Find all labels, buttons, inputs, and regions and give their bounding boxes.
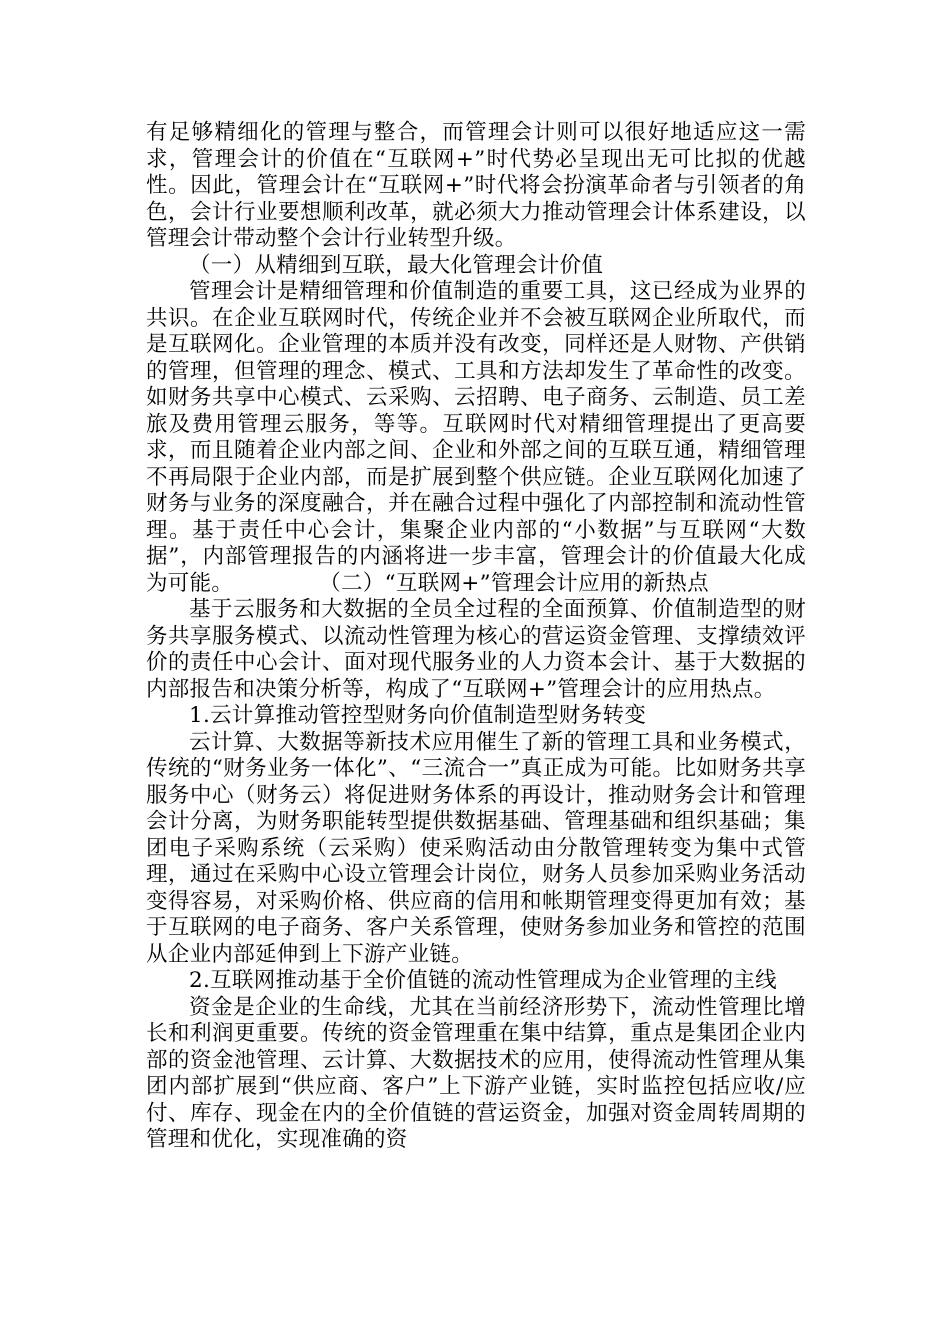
section-heading-1: （一）从精细到互联，最大化管理会计价值 bbox=[189, 252, 604, 278]
paragraph-section-1 bbox=[146, 279, 806, 597]
section-heading-2: （二）“互联网+”管理会计应用的新热点 bbox=[319, 570, 709, 596]
paragraph-subsection-1: 云计算、大数据等新技术应用催生了新的管理工具和业务模式，传统的“财务业务一体化”、“三流合一”真正成为可能。比如财务共享服务中心（财务云）将促进财务体系的再设计，推动财务会计和管理会计分离，为财务职能转型提供数据基础、管理基础和组织基础；集团电子采购系统（云采购）使采购活动由分散管理转变为集中式管理，通过在采购中心设立管理会计岗位，财务人员参加采购业务活动变得容易，对采购价格、供应商的信用和帐期管理变得更加有效；基于互联网的电子商务、客户关系管理，使财务参加业务和管控的范围从企业内部延伸到上下游产业链。 bbox=[146, 729, 806, 967]
document-body bbox=[146, 120, 806, 1154]
paragraph-intro: 有足够精细化的管理与整合，而管理会计则可以很好地适应这一需求，管理会计的价值在“互联网+”时代势必呈现出无可比拟的优越性。因此，管理会计在“互联网+”时代将会扮演革命者与引领者的角色，会计行业要想顺利改革，就必须大力推动管理会计体系建设，以管理会计带动整个会计行业转型升级。 bbox=[146, 120, 806, 251]
subsection-heading-2: 2.互联网推动基于全价值链的流动性管理成为企业管理的主线 bbox=[189, 968, 777, 993]
paragraph-subsection-2: 资金是企业的生命线，尤其在当前经济形势下，流动性管理比增长和利润更重要。传统的资金管理重在集中结算，重点是集团企业内部的资金池管理、云计算、大数据技术的应用，使得流动性管理从集团内部扩展到“供应商、客户”上下游产业链，实时监控包括应收/应付、库存、现金在内的全价值链的营运资金，加强对资金周转周期的管理和优化，实现准确的资 bbox=[146, 994, 806, 1152]
paragraph-section-1-text: 管理会计是精细管理和价值制造的重要工具，这已经成为业界的共识。在企业互联网时代，传统企业并不会被互联网企业所取代，而是互联网化。企业管理的本质并没有改变，同样还是人财物、产供销的管理，但管理的理念、模式、工具和方法却发生了革命性的改变。如财务共享中心模式、云采购、云招聘、电子商务、云制造、员工差旅及费用管理云服务，等等。互联网时代对精细管理提出了更高要求，而且随着企业内部之间、企业和外部之间的互联互通，精细管理不再局限于企业内部，而是扩展到整个供应链。企业互联网化加速了财务与业务的深度融合，并在融合过程中强化了内部控制和流动性管理。基于责任中心会计，集聚企业内部的“小数据”与互联网“大数据”，内部管理报告的内涵将进一步丰富，管理会计的价值最大化成为可能。 bbox=[146, 279, 806, 596]
paragraph-section-2: 基于云服务和大数据的全员全过程的全面预算、价值制造型的财务共享服务模式、以流动性管理为核心的营运资金管理、支撑绩效评价的责任中心会计、面对现代服务业的人力资本会计、基于大数据的内部报告和决策分析等，构成了“互联网+”管理会计的应用热点。 bbox=[146, 597, 806, 702]
subsection-heading-1: 1.云计算推动管控型财务向价值制造型财务转变 bbox=[189, 703, 647, 728]
